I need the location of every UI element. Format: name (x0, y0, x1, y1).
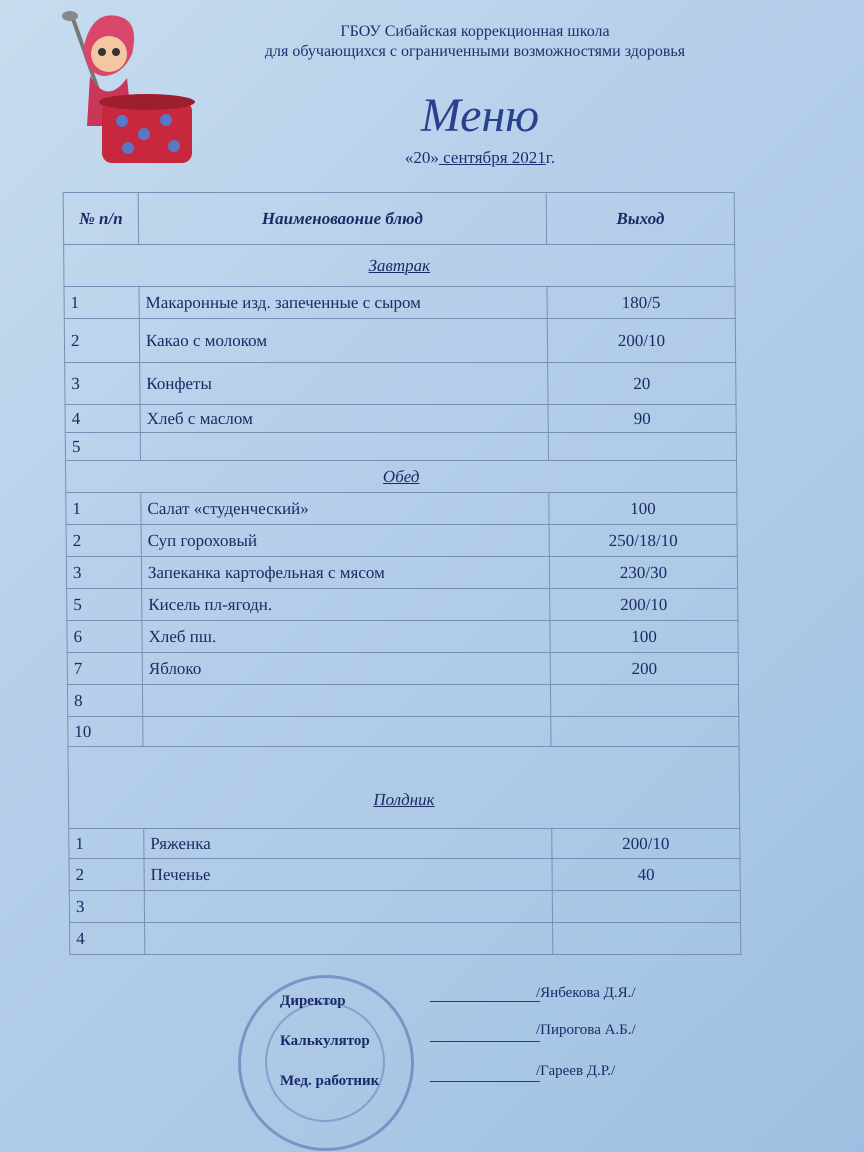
lunch-row (68, 717, 739, 747)
dish-name (145, 923, 553, 955)
dish-portion: 100 (550, 621, 738, 653)
signature-role-medic: Мед. работник (280, 1073, 380, 1089)
menu-table (63, 192, 742, 955)
dish-number: 5 (67, 589, 142, 621)
dish-name: Хлеб пш. (142, 621, 550, 653)
dish-portion: 90 (548, 405, 736, 433)
dish-number: 5 (65, 433, 140, 461)
dish-name: Суп гороховый (141, 525, 549, 557)
menu-date (330, 148, 630, 168)
signature-line-director (430, 985, 540, 1002)
dish-name (144, 891, 552, 923)
dish-number: 3 (65, 363, 140, 405)
dish-number: 1 (69, 829, 144, 859)
date-day: «20» (404, 148, 439, 167)
section-lunch: Обед (66, 461, 737, 493)
snack-row (69, 891, 740, 923)
section-snack: Полдник (68, 747, 740, 829)
dish-name: Какао с молоком (139, 319, 547, 363)
dish-number: 3 (69, 891, 144, 923)
page-title: Меню (420, 89, 540, 142)
dish-name: Яблоко (142, 653, 550, 685)
dish-number: 7 (67, 653, 142, 685)
dish-name: Кисель пл-ягодн. (142, 589, 550, 621)
dish-name (140, 433, 548, 461)
dish-portion (548, 433, 736, 461)
dish-number: 8 (67, 685, 142, 717)
organization-header (150, 22, 800, 62)
dish-portion: 230/30 (549, 557, 737, 589)
snack-rows (69, 829, 741, 955)
dish-portion: 200/10 (552, 829, 740, 859)
dish-portion: 40 (552, 859, 740, 891)
snack-row (69, 829, 740, 859)
dish-portion: 20 (548, 363, 736, 405)
signature-name-calculator: /Пирогова А.Б./ (536, 1022, 636, 1038)
dish-number: 2 (69, 859, 144, 891)
dish-number: 1 (66, 493, 141, 525)
dish-number: 1 (64, 287, 139, 319)
breakfast-rows (64, 287, 737, 461)
dish-portion: 200/10 (547, 319, 735, 363)
signature-line-calculator (430, 1023, 540, 1042)
dish-name: Макаронные изд. запеченные с сыром (139, 287, 547, 319)
dish-portion: 200/10 (550, 589, 738, 621)
breakfast-row (64, 287, 735, 319)
lunch-row (67, 685, 738, 717)
dish-portion (550, 685, 738, 717)
dish-portion: 180/5 (547, 287, 735, 319)
breakfast-row (65, 363, 736, 405)
dish-name: Ряженка (144, 829, 552, 859)
signature-role-director: Директор (280, 993, 346, 1009)
signature-name-director: /Янбекова Д.Я./ (536, 985, 636, 1001)
dish-number: 4 (65, 405, 140, 433)
org-name-line2: для обучающихся с ограниченными возможностями здоровья (264, 43, 686, 60)
lunch-row (67, 621, 738, 653)
date-suffix: г. (545, 148, 556, 167)
dish-portion: 100 (549, 493, 737, 525)
dish-name (143, 717, 551, 747)
org-name-line1: ГБОУ Сибайская коррекционная школа (340, 23, 610, 40)
signature-block (280, 985, 800, 1125)
dish-number: 10 (68, 717, 143, 747)
dish-name: Печенье (144, 859, 552, 891)
column-header-dish: Наименоваоние блюд (138, 193, 546, 245)
date-year: 2021 (511, 148, 546, 167)
dish-portion: 250/18/10 (549, 525, 737, 557)
column-header-portion: Выход (546, 193, 734, 245)
lunch-row (67, 589, 738, 621)
lunch-rows (66, 493, 739, 747)
breakfast-row (65, 433, 736, 461)
dish-name: Запеканка картофельная с мясом (141, 557, 549, 589)
lunch-row (66, 493, 737, 525)
date-month: сентября (438, 148, 512, 167)
snack-row (69, 859, 740, 891)
lunch-row (66, 557, 737, 589)
breakfast-row (65, 405, 736, 433)
lunch-row (66, 525, 737, 557)
dish-portion: 200 (550, 653, 738, 685)
dish-number: 2 (66, 525, 141, 557)
column-header-number: № п/п (63, 193, 138, 245)
dish-number: 2 (64, 319, 139, 363)
section-breakfast: Завтрак (64, 245, 735, 287)
breakfast-row (64, 319, 735, 363)
dish-number: 6 (67, 621, 142, 653)
dish-name (142, 685, 550, 717)
dish-portion (552, 891, 740, 923)
lunch-row (67, 653, 738, 685)
signature-line-medic (430, 1065, 540, 1082)
dish-number: 3 (66, 557, 141, 589)
dish-name: Конфеты (140, 363, 548, 405)
signature-role-calculator: Калькулятор (280, 1033, 370, 1049)
signature-name-medic: /Гареев Д.Р./ (536, 1063, 616, 1079)
dish-portion (551, 717, 739, 747)
dish-portion (553, 923, 741, 955)
dish-name: Хлеб с маслом (140, 405, 548, 433)
snack-row (70, 923, 741, 955)
dish-number: 4 (70, 923, 145, 955)
dish-name: Салат «студенческий» (141, 493, 549, 525)
